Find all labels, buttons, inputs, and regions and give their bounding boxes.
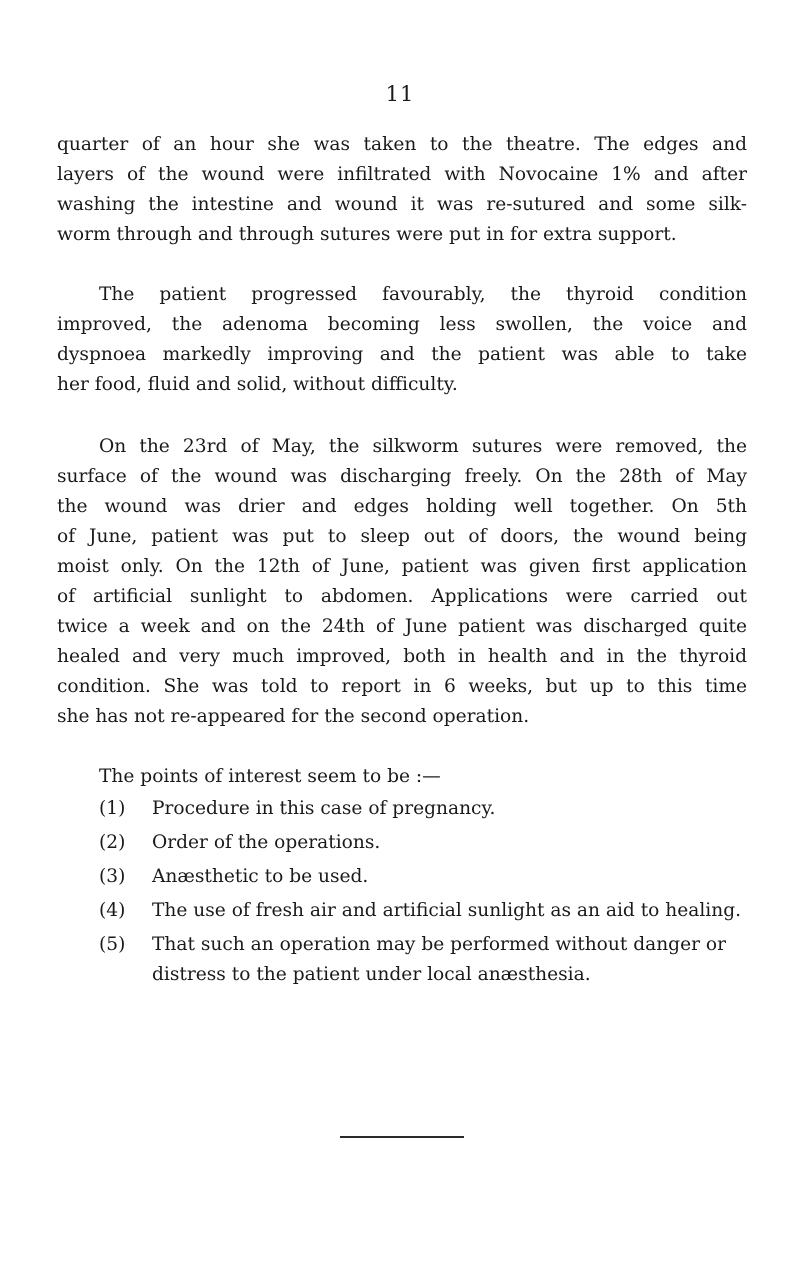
text-line: the wound was drier and edges holding well together. On 5th (57, 496, 747, 517)
text-line: improved, the adenoma becoming less swollen, the voice and (57, 314, 747, 335)
text-line: quarter of an hour she was taken to the theatre. The edges and (57, 134, 747, 155)
list-item (99, 862, 749, 892)
list-item-text: Anæsthetic to be used. (152, 866, 369, 887)
list-item-text: Order of the operations. (152, 832, 381, 853)
text-line: layers of the wound were infiltrated with Novocaine 1% and after (57, 164, 747, 185)
text-line: worm through and through sutures were put in for extra support. (57, 224, 677, 245)
list-item (99, 828, 749, 858)
text-line: surface of the wound was discharging freely. On the 28th of May (57, 466, 747, 487)
text-line: The patient progressed favourably, the thyroid condition (99, 284, 747, 305)
points-intro: The points of interest seem to be :— (99, 766, 441, 787)
list-item-number: (4) (99, 900, 126, 921)
list-item-text: Procedure in this case of pregnancy. (152, 798, 496, 819)
list-item (99, 794, 749, 824)
paragraph-1 (57, 130, 747, 250)
list-item (99, 930, 749, 990)
text-line: of June, patient was put to sleep out of doors, the wound being (57, 526, 747, 547)
list-item-number: (1) (99, 798, 126, 819)
text-line: she has not re-appeared for the second operation. (57, 706, 530, 727)
text-line: dyspnoea markedly improving and the patient was able to take (57, 344, 747, 365)
text-line: of artificial sunlight to abdomen. Applications were carried out (57, 586, 747, 607)
paragraph-3 (57, 432, 747, 732)
list-item-text: That such an operation may be performed without danger or distress to the patient under local anæsthesia. (152, 934, 726, 985)
text-line: On the 23rd of May, the silkworm sutures were removed, the (99, 436, 747, 457)
text-line: twice a week and on the 24th of June patient was discharged quite (57, 616, 747, 637)
list-item-number: (3) (99, 866, 126, 887)
page-number: 11 (385, 82, 415, 106)
list-item-number: (2) (99, 832, 126, 853)
points-list (99, 794, 749, 994)
text-line: her food, fluid and solid, without difficulty. (57, 374, 458, 395)
text-line: healed and very much improved, both in health and in the thyroid (57, 646, 747, 667)
list-item (99, 896, 749, 926)
text-line: moist only. On the 12th of June, patient was given first application (57, 556, 747, 577)
text-line: condition. She was told to report in 6 weeks, but up to this time (57, 676, 747, 697)
list-item-text: The use of fresh air and artificial sunlight as an aid to healing. (152, 900, 742, 921)
text-line: washing the intestine and wound it was re-sutured and some silk- (57, 194, 747, 215)
list-item-number: (5) (99, 934, 126, 955)
section-divider (340, 1136, 464, 1138)
paragraph-2 (57, 280, 747, 400)
